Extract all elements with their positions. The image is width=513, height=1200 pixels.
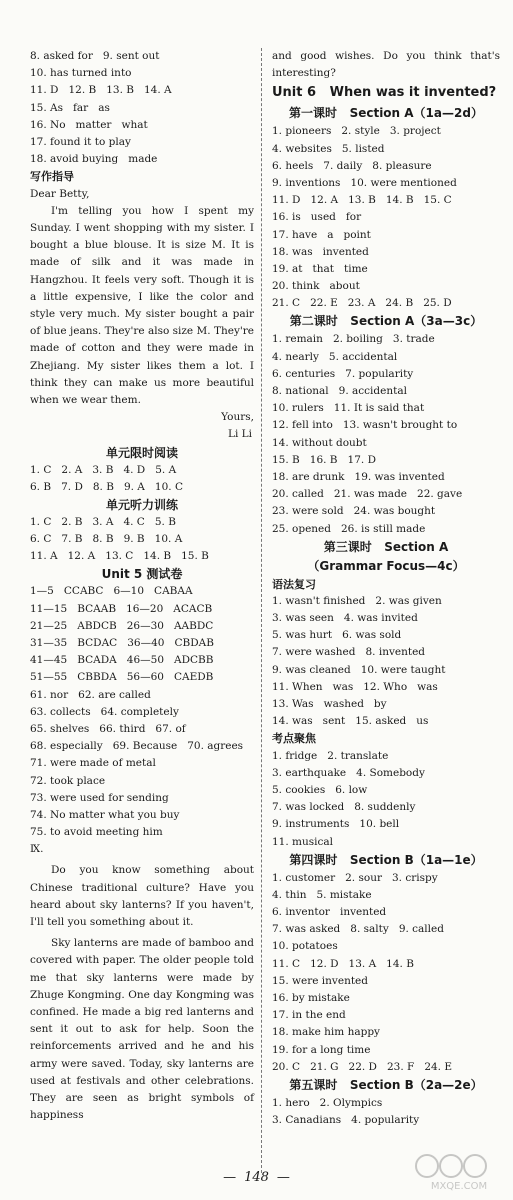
answer-line: 10. rulers 11. It is said that (272, 402, 425, 415)
answer-line: 18. avoid buying made (30, 153, 158, 166)
answer-line: 11. D 12. B 13. B 14. A (30, 84, 172, 97)
answer-line: 19. for a long time (272, 1043, 371, 1056)
letter-closing: Yours, (221, 411, 254, 424)
lesson-2-answers (272, 331, 500, 537)
lesson-5-title: 第五课时 Section B（2a—2e） (289, 1077, 483, 1092)
answer-line: 11. When was 12. Who was (272, 680, 438, 693)
answer-line: 7. were washed 8. invented (272, 646, 426, 659)
answer-line: 20. C 21. G 22. D 23. F 24. E (272, 1060, 453, 1073)
answer-line: 1. remain 2. boiling 3. trade (272, 333, 435, 346)
lesson-2-title: 第二课时 Section A（3a—3c） (289, 314, 483, 329)
writing-heading: 写作指导 (30, 170, 74, 184)
answer-line: 14. without doubt (272, 436, 367, 449)
answer-line: 3. earthquake 4. Somebody (272, 766, 425, 779)
answer-line: 7. was asked 8. salty 9. called (272, 923, 444, 936)
unit-title: Unit 6 When was it invented? (272, 85, 497, 101)
answer-line: 17. in the end (272, 1009, 346, 1022)
answer-line: 21. C 22. E 23. A 24. B 25. D (272, 297, 452, 310)
grammar-heading: 语法复习 (272, 577, 316, 591)
listening-heading: 单元听力训练 (105, 497, 178, 512)
answer-line: 19. at that time (272, 262, 368, 275)
page-number: — 148 — (0, 1170, 513, 1185)
letter-greeting: Dear Betty, (30, 187, 90, 200)
answer-line: 68. especially 69. Because 70. agrees (30, 740, 244, 753)
answer-line: 5. cookies 6. low (272, 783, 368, 796)
answer-line: 12. fell into 13. wasn't brought to (272, 419, 458, 432)
answer-line: 25. opened 26. is still made (272, 522, 426, 535)
right-column (272, 48, 500, 1129)
answer-list (30, 48, 254, 168)
answer-line: 17. found it to play (30, 135, 131, 148)
answer-line: 15. As far as (30, 101, 110, 114)
answer-line: 9. was cleaned 10. were taught (272, 663, 446, 676)
essay-paragraph-2: Sky lanterns are made of bamboo and covered with paper. The older people told me that sky lanterns were made by Zhuge Kongming. One day Kongming was confined. He made a big red lanterns and sent it out to ask for help. Soon the reinforcements arrived and he and his army were saved. Today, sky lanterns are used at festivals and other celebrations. They are seen as bright symbols of happiness (30, 937, 254, 1122)
answer-line: 21—25 ABDCB 26—30 AABDC (30, 619, 214, 632)
answer-line: 20. think about (272, 280, 360, 293)
lesson-4-title: 第四课时 Section B（1a—1e） (289, 852, 483, 867)
answer-line: 14. was sent 15. asked us (272, 715, 429, 728)
answer-line: 3. was seen 4. was invited (272, 612, 418, 625)
answer-line: 8. national 9. accidental (272, 385, 407, 398)
reading-answers (30, 462, 254, 496)
answer-line: 1. fridge 2. translate (272, 749, 389, 762)
letter-body: I'm telling you how I spent my Sunday. I went shopping with my sister. I bought a blue blouse. It is size M. It is made of silk and it was made in Hangzhou. It feels very soft. Though it is a little expensive, I like the color and style very much. My sister bought a pair of blue jeans. They're also size M. They're made of cotton and they were made in Zhejiang. My sister likes them a lot. I think they can make us more beautiful when we wear them. (30, 204, 254, 406)
answer-line: 41—45 BCADA 46—50 ADCBB (30, 654, 214, 667)
answer-line: 1. customer 2. sour 3. crispy (272, 871, 438, 884)
answer-line: 4. nearly 5. accidental (272, 350, 398, 363)
test-heading: Unit 5 测试卷 (101, 567, 183, 582)
answer-line: 65. shelves 66. third 67. of (30, 722, 186, 735)
answer-line: 1. C 2. B 3. A 4. C 5. B (30, 515, 176, 528)
answer-line: 23. were sold 24. was bought (272, 505, 436, 518)
lesson-1-title: 第一课时 Section A（1a—2d） (289, 106, 483, 121)
answer-line: 11—15 BCAAB 16—20 ACACB (30, 602, 213, 615)
answer-line: 3. Canadians 4. popularity (272, 1114, 420, 1127)
answer-line: 15. were invented (272, 974, 368, 987)
essay-ending: and good wishes. Do you think that's interesting? (272, 50, 500, 80)
watermark-text: MXQE.COM (430, 1181, 488, 1192)
letter-signature: Li Li (228, 428, 252, 441)
answer-line: 63. collects 64. completely (30, 705, 179, 718)
answer-line: 16. is used for (272, 211, 362, 224)
answer-line: 4. websites 5. listed (272, 142, 385, 155)
answer-line: 18. make him happy (272, 1026, 380, 1039)
answer-line: 6. centuries 7. popularity (272, 367, 414, 380)
answer-line: 20. called 21. was made 22. gave (272, 488, 463, 501)
answer-line: 6. inventor invented (272, 906, 387, 919)
left-column (30, 48, 254, 1124)
answer-line: 71. were made of metal (30, 757, 156, 770)
answer-line: 61. nor 62. are called (30, 688, 151, 701)
focus-heading: 考点聚焦 (272, 732, 316, 746)
answer-line: 51—55 CBBDA 56—60 CAEDB (30, 671, 214, 684)
answer-line: 6. heels 7. daily 8. pleasure (272, 159, 432, 172)
answer-stamp-icon (413, 1152, 505, 1192)
answer-line: 73. were used for sending (30, 791, 169, 804)
answer-line: 16. by mistake (272, 992, 350, 1005)
answer-line: 15. B 16. B 17. D (272, 453, 376, 466)
test-answers (30, 583, 254, 858)
answer-line: 9. inventions 10. were mentioned (272, 176, 457, 189)
answer-line: 16. No matter what (30, 118, 148, 131)
answer-line: 31—35 BCDAC 36—40 CBDAB (30, 637, 214, 649)
lesson-4-answers (272, 870, 500, 1076)
lesson-3-title: 第三课时 Section A (323, 539, 449, 554)
answer-line: 9. instruments 10. bell (272, 818, 400, 831)
lesson-3-subtitle: （Grammar Focus—4c） (307, 558, 465, 573)
answer-line: Ⅸ. (30, 843, 44, 856)
answer-line: 11. A 12. A 13. C 14. B 15. B (30, 550, 209, 563)
answer-line: 1. pioneers 2. style 3. project (272, 125, 441, 138)
answer-line: 1. wasn't finished 2. was given (272, 594, 442, 607)
lesson-1-answers (272, 123, 500, 312)
answer-line: 10. potatoes (272, 940, 338, 953)
answer-line: 18. are drunk 19. was invented (272, 470, 445, 483)
answer-line: 1. C 2. A 3. B 4. D 5. A (30, 463, 177, 476)
answer-line: 1—5 CCABC 6—10 CABAA (30, 585, 193, 598)
focus-answers (272, 748, 500, 851)
answer-line: 6. B 7. D 8. B 9. A 10. C (30, 480, 183, 493)
answer-line: 75. to avoid meeting him (30, 826, 163, 839)
answer-line: 17. have a point (272, 228, 371, 241)
reading-heading: 单元限时阅读 (105, 445, 178, 460)
answer-line: 8. asked for 9. sent out (30, 50, 160, 62)
answer-line: 13. Was washed by (272, 698, 387, 711)
lesson-5-answers (272, 1095, 500, 1129)
grammar-answers (272, 593, 500, 731)
listening-answers (30, 514, 254, 566)
answer-line: 11. musical (272, 835, 334, 848)
essay-paragraph-1: Do you know something about Chinese traditional culture? Have you heard about sky lanterns? If you haven't, I'll tell you something about it. (30, 864, 254, 929)
answer-line: 7. was locked 8. suddenly (272, 801, 416, 814)
answer-line: 11. D 12. A 13. B 14. B 15. C (272, 194, 452, 207)
answer-line: 6. C 7. B 8. B 9. B 10. A (30, 533, 183, 546)
answer-line: 10. has turned into (30, 67, 132, 80)
answer-line: 5. was hurt 6. was sold (272, 629, 402, 642)
answer-line: 74. No matter what you buy (30, 808, 180, 821)
answer-line: 4. thin 5. mistake (272, 888, 372, 901)
column-divider (261, 48, 262, 1173)
answer-line: 72. took place (30, 774, 106, 787)
answer-line: 11. C 12. D 13. A 14. B (272, 957, 414, 970)
answer-line: 1. hero 2. Olympics (272, 1096, 383, 1109)
answer-line: 18. was invented (272, 245, 369, 258)
